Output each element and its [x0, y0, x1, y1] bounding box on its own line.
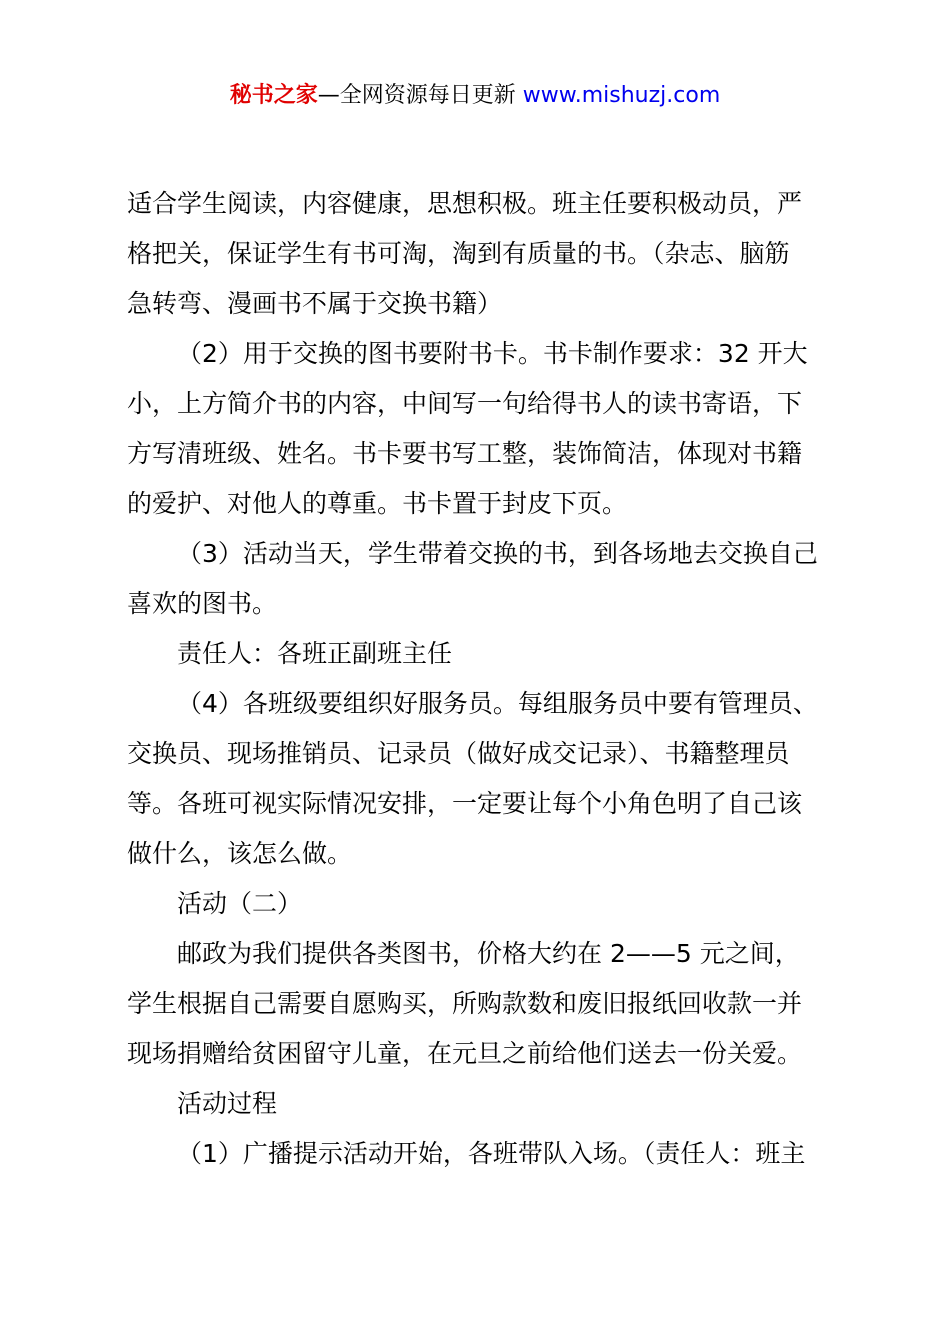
text-line: 责任人：各班正副班主任: [177, 639, 453, 668]
text-line: 邮政为我们提供各类图书，价格大约在 2——5 元之间，: [177, 939, 800, 968]
text-line: 的爱护、对他人的尊重。书卡置于封皮下页。: [127, 489, 628, 518]
text-line: 现场捐赠给贫困留守儿童，在元旦之前给他们送去一份关爱。: [127, 1039, 803, 1068]
text-line: 活动过程: [177, 1089, 278, 1118]
text-line: 做什么，该怎么做。: [127, 839, 353, 868]
text-line: 交换员、现场推销员、记录员（做好成交记录）、书籍整理员: [127, 739, 790, 768]
text-line: 方写清班级、姓名。书卡要书写工整，装饰简洁，体现对书籍: [127, 439, 803, 468]
text-line: （4）各班级要组织好服务员。每组服务员中要有管理员、: [177, 689, 818, 718]
text-line: 急转弯、漫画书不属于交换书籍）: [127, 289, 503, 318]
site-brand: 秘书之家: [229, 83, 318, 108]
text-line: 学生根据自己需要自愿购买，所购款数和废旧报纸回收款一并: [127, 989, 803, 1018]
text-line: 格把关，保证学生有书可淘，淘到有质量的书。（杂志、脑筋: [127, 239, 790, 268]
text-line: 喜欢的图书。: [127, 589, 278, 618]
site-tagline: —全网资源每日更新: [317, 83, 523, 108]
text-line: （1）广播提示活动开始，各班带队入场。（责任人：班主: [177, 1139, 806, 1168]
text-line: 活动（二）: [177, 889, 303, 918]
text-line: 等。各班可视实际情况安排，一定要让每个小角色明了自己该: [127, 789, 803, 818]
text-line: （3）活动当天，学生带着交换的书，到各场地去交换自己: [177, 539, 818, 568]
page-header: [0, 80, 950, 112]
text-line: （2）用于交换的图书要附书卡。书卡制作要求：32 开大: [177, 339, 808, 368]
site-url-link[interactable]: www.mishuzj.com: [522, 83, 721, 108]
text-line: 小，上方简介书的内容，中间写一句给得书人的读书寄语，下: [127, 389, 803, 418]
text-line: 适合学生阅读，内容健康，思想积极。班主任要积极动员，严: [127, 189, 803, 218]
